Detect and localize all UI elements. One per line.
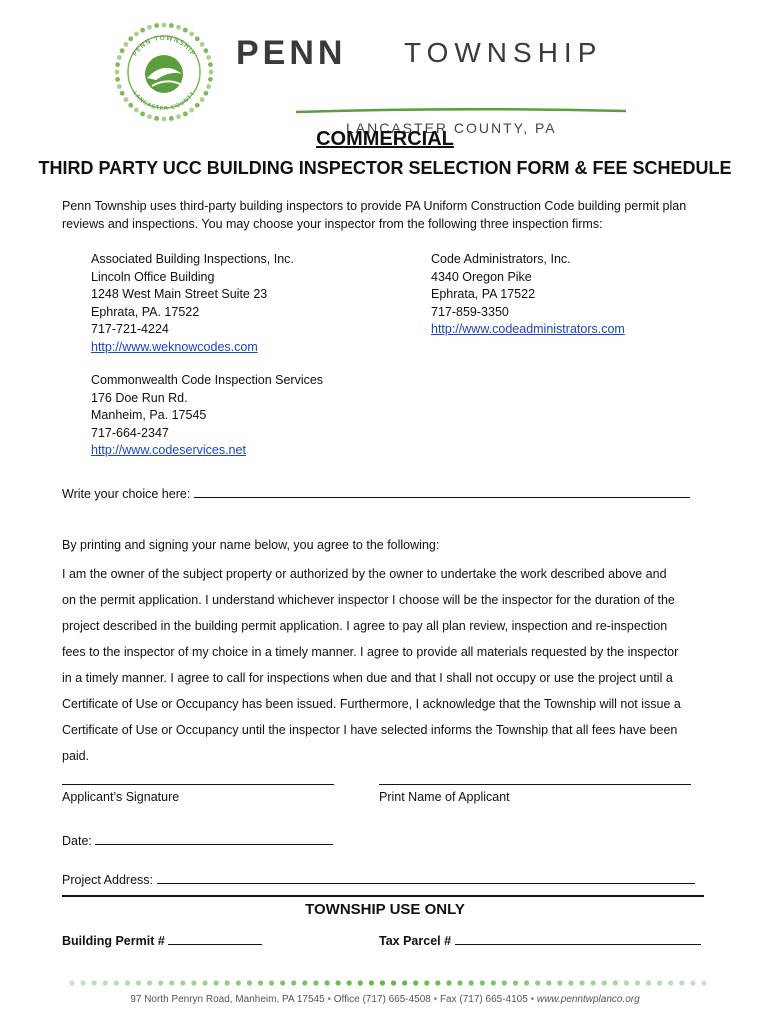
seal-dot (206, 84, 211, 89)
footer-dot (413, 980, 418, 985)
footer-dot (336, 980, 341, 985)
footer-dot (302, 980, 307, 985)
seal-dot (189, 32, 194, 37)
footer-dot (369, 980, 374, 985)
seal-dot (169, 116, 174, 121)
footer-dot (546, 980, 551, 985)
agreement-line: on the permit application. I understand whichever inspector I choose will be the inspector for the duration of the (62, 593, 675, 607)
choice-label: Write your choice here: (62, 487, 191, 501)
firm-associated-building-inspections (91, 251, 411, 356)
footer-dot (313, 980, 318, 985)
footer-contact-line (0, 994, 770, 1005)
footer-dot (169, 980, 174, 985)
footer-separator: • (327, 994, 331, 1005)
brand-swoosh-rule (296, 108, 626, 114)
brand-penn: PENN (236, 34, 347, 72)
seal-dot (134, 108, 139, 113)
seal-dot (154, 23, 159, 28)
township-use-heading: TOWNSHIP USE ONLY (305, 901, 465, 918)
seal-dot (120, 48, 125, 53)
firm-phone: 717-721-4224 (91, 322, 169, 336)
firm-address-line: Manheim, Pa. 17545 (91, 408, 207, 422)
seal-dot (128, 103, 133, 108)
footer-dot (103, 980, 108, 985)
footer-dot (236, 980, 241, 985)
seal-dot (176, 25, 181, 30)
footer-address: 97 North Penryn Road, Manheim, PA 17545 (130, 994, 325, 1005)
footer-dot (380, 980, 385, 985)
footer-dot (480, 980, 485, 985)
footer-dot (424, 980, 429, 985)
print-name-label: Print Name of Applicant (379, 790, 510, 804)
seal-dot (195, 103, 200, 108)
footer-dot (535, 980, 540, 985)
building-permit-row (62, 932, 262, 951)
firm-address-line: Ephrata, PA 17522 (431, 287, 536, 301)
seal-dot (206, 55, 211, 60)
footer-dot (291, 980, 296, 985)
footer-dot (579, 980, 584, 985)
agreement-line: project described in the building permit application. I agree to pay all plan review, inspection and re-inspection (62, 619, 668, 633)
footer-dot (324, 980, 329, 985)
footer-dot (513, 980, 518, 985)
seal-dot (147, 25, 152, 30)
seal-dot (183, 111, 188, 116)
seal-dot (183, 28, 188, 33)
footer-website: www.penntwplanco.org (536, 994, 640, 1005)
firm-website-link[interactable]: http://www.codeadministrators.com (431, 322, 625, 336)
seal-dot (117, 55, 122, 60)
footer-dot (147, 980, 152, 985)
firm-address-line: Lincoln Office Building (91, 269, 215, 284)
seal-dot (128, 36, 133, 41)
agreement-line: in a timely manner. I agree to call for inspections when due and that I shall not occupy or use the project until a (62, 671, 673, 685)
firm-name: Code Administrators, Inc. (431, 252, 571, 266)
footer-dot (202, 980, 207, 985)
footer-dot (225, 980, 230, 985)
seal-dot (200, 42, 205, 47)
date-label: Date: (62, 834, 92, 848)
brand-township: TOWNSHIP (404, 37, 603, 68)
footer-dot (136, 980, 141, 985)
seal-dot (120, 91, 125, 96)
footer-dot (657, 980, 662, 985)
project-address-row (62, 871, 695, 890)
seal-dot (176, 114, 181, 119)
svg-text:PENN TOWNSHIP: PENN TOWNSHIP (130, 33, 198, 58)
seal-dot (195, 36, 200, 41)
firm-name: Associated Building Inspections, Inc. (91, 252, 294, 266)
footer-dot (591, 980, 596, 985)
firm-address-line: 1248 West Main Street Suite 23 (91, 287, 268, 301)
tax-parcel-row (379, 932, 701, 951)
seal-dot (115, 62, 120, 67)
inspector-choice-field[interactable] (194, 485, 690, 498)
print-name-field[interactable] (379, 784, 691, 785)
agreement-line: paid. (62, 749, 90, 763)
project-address-label: Project Address: (62, 873, 154, 887)
seal-dot (140, 28, 145, 33)
footer-dot (646, 980, 651, 985)
footer-dot (524, 980, 529, 985)
seal-dot (208, 62, 213, 67)
footer-dot (613, 980, 618, 985)
date-field[interactable] (95, 832, 333, 845)
footer-dot (269, 980, 274, 985)
firm-commonwealth-code-inspection (91, 372, 411, 460)
township-seal-logo (112, 20, 216, 124)
seal-dot (140, 111, 145, 116)
footer-dot (668, 980, 673, 985)
footer-dot (469, 980, 474, 985)
seal-dot (189, 108, 194, 113)
footer-dot (92, 980, 97, 985)
footer-fax: Fax (717) 665-4105 (439, 994, 528, 1005)
form-title: COMMERCIAL (316, 128, 454, 150)
firm-phone: 717-859-3350 (431, 304, 509, 319)
footer-dot (391, 980, 396, 985)
building-permit-label: Building Permit # (62, 934, 165, 948)
project-address-field[interactable] (157, 871, 695, 884)
footer-dot (114, 980, 119, 985)
applicant-signature-field[interactable] (62, 784, 334, 785)
footer-dot (679, 980, 684, 985)
seal-dot (208, 77, 213, 82)
footer-dot (214, 980, 219, 985)
seal-dot (147, 114, 152, 119)
footer-dot (402, 980, 407, 985)
footer-dot (125, 980, 130, 985)
seal-dot (169, 23, 174, 28)
footer-dot (602, 980, 607, 985)
footer-office-phone: Office (717) 665-4508 (333, 994, 431, 1005)
footer-dot-divider (68, 976, 708, 990)
brand-county: LANCASTER COUNTY, PA (346, 120, 557, 136)
svg-text:LANCASTER COUNTY: LANCASTER COUNTY (131, 90, 197, 113)
footer-dot (191, 980, 196, 985)
footer-dot (690, 980, 695, 985)
seal-dot (124, 42, 129, 47)
seal-dot (200, 97, 205, 102)
intro-paragraph: Penn Township uses third-party building inspectors to provide PA Uniform Construction Code building permit plan reviews and inspections. You may choose your inspector from the following three inspection firms: (62, 199, 687, 231)
agreement-line: I am the owner of the subject property or authorized by the owner to undertake the work described above and (62, 567, 667, 581)
firm-address-line: 4340 Oregon Pike (431, 269, 532, 284)
firm-phone: 717-664-2347 (91, 425, 169, 440)
firm-code-administrators (431, 251, 751, 339)
township-wordmark (236, 34, 636, 136)
signature-label: Applicant’s Signature (62, 790, 180, 804)
agreement-line: Certificate of Use or Occupancy has been issued. Furthermore, I acknowledge that the Township will not issue a (62, 697, 681, 711)
agreement-line: Certificate of Use or Occupancy until the inspector I have selected informs the Township that all fees have been (62, 723, 678, 737)
date-row (62, 832, 333, 851)
firm-address-line: 176 Doe Run Rd. (91, 390, 188, 405)
footer-separator: • (433, 994, 438, 1005)
inspector-choice-row (62, 485, 702, 504)
footer-dot (358, 980, 363, 985)
footer-separator: • (530, 994, 535, 1005)
footer-dot (280, 980, 285, 985)
firm-website-link[interactable]: http://www.weknowcodes.com (91, 339, 258, 354)
footer-dot (158, 980, 163, 985)
seal-dot (203, 91, 208, 96)
seal-dot (203, 48, 208, 53)
seal-dot (209, 70, 214, 75)
footer-dot (69, 980, 74, 985)
footer-dot (80, 980, 85, 985)
footer-dot (557, 980, 562, 985)
firm-website-link[interactable]: http://www.codeservices.net (91, 443, 246, 457)
tax-parcel-label: Tax Parcel # (379, 934, 452, 948)
seal-dot (115, 77, 120, 82)
tax-parcel-field[interactable] (455, 932, 701, 945)
footer-dot (701, 980, 706, 985)
seal-dot (115, 70, 120, 75)
seal-dot (154, 116, 159, 121)
township-use-divider (62, 895, 704, 897)
footer-dot (635, 980, 640, 985)
firm-name: Commonwealth Code Inspection Services (91, 373, 324, 387)
seal-dot (162, 117, 167, 122)
form-subtitle: THIRD PARTY UCC BUILDING INSPECTOR SELECTION FORM & FEE SCHEDULE (38, 158, 732, 178)
footer-dot (491, 980, 496, 985)
agreement-text (62, 561, 702, 769)
footer-dot (435, 980, 440, 985)
firm-address-line: Ephrata, PA. 17522 (91, 304, 200, 319)
seal-dot (124, 97, 129, 102)
agreement-line: fees to the inspector of my choice in a timely manner. I agree to provide all materials requested by the inspector (62, 645, 679, 659)
footer-dot (258, 980, 263, 985)
footer-dot (180, 980, 185, 985)
footer-dot (446, 980, 451, 985)
footer-dot (457, 980, 462, 985)
footer-dot (568, 980, 573, 985)
seal-dot (162, 23, 167, 28)
building-permit-field[interactable] (168, 932, 262, 945)
agreement-heading: By printing and signing your name below, you agree to the following: (62, 538, 440, 552)
footer-dot (347, 980, 352, 985)
footer-dot (624, 980, 629, 985)
seal-dot (117, 84, 122, 89)
seal-dot (134, 32, 139, 37)
footer-dot (502, 980, 507, 985)
footer-dot (247, 980, 252, 985)
